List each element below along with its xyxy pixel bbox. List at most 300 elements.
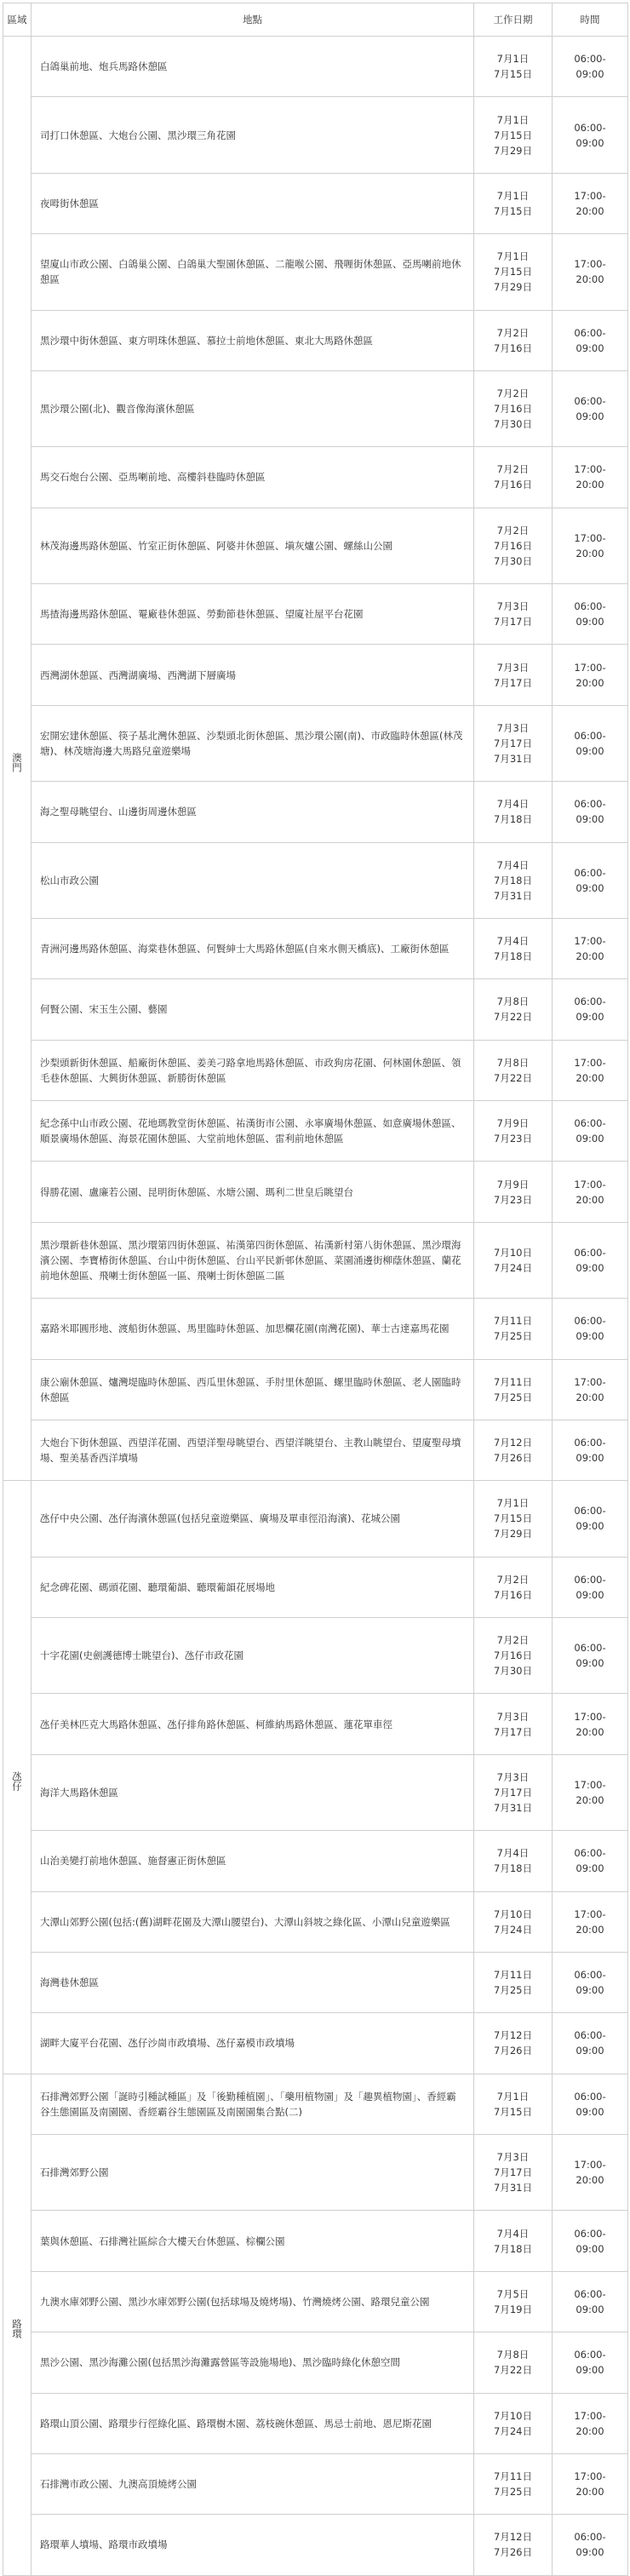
time-range: 17:00- bbox=[574, 2159, 606, 2172]
time-cell bbox=[553, 2074, 628, 2134]
work-date: 7月18日 bbox=[494, 1862, 532, 1875]
date-cell bbox=[474, 370, 553, 446]
work-date: 7月15日 bbox=[494, 2105, 532, 2118]
table-row bbox=[3, 1952, 628, 2012]
date-cell bbox=[474, 2074, 553, 2134]
time-cell bbox=[553, 1831, 628, 1891]
table-row bbox=[3, 2515, 628, 2575]
date-cell bbox=[474, 705, 553, 781]
table-row bbox=[3, 1101, 628, 1162]
time-cell bbox=[553, 2271, 628, 2332]
work-date: 7月25日 bbox=[494, 1330, 532, 1343]
work-date: 7月5日 bbox=[496, 2287, 530, 2300]
table-row bbox=[3, 1420, 628, 1480]
table-row bbox=[3, 584, 628, 645]
time-cell bbox=[553, 1162, 628, 1222]
table-row bbox=[3, 842, 628, 918]
work-date: 7月29日 bbox=[494, 1528, 532, 1540]
location-cell: 葉與休憩區、石排灣社區綜合大樓天台休憩區、棕欄公園 bbox=[32, 2211, 474, 2271]
work-date: 7月17日 bbox=[494, 1725, 532, 1738]
date-cell bbox=[474, 1040, 553, 1100]
work-date: 7月22日 bbox=[494, 2364, 532, 2377]
time-cell bbox=[553, 2515, 628, 2575]
table-row bbox=[3, 705, 628, 781]
time-range: 17:00- bbox=[574, 189, 606, 202]
schedule-table bbox=[3, 3, 628, 2576]
time-range: 09:00 bbox=[576, 68, 604, 81]
date-cell bbox=[474, 2332, 553, 2393]
date-cell bbox=[474, 1557, 553, 1617]
time-range: 17:00- bbox=[574, 1778, 606, 1791]
time-cell bbox=[553, 918, 628, 978]
time-range: 09:00 bbox=[576, 2045, 604, 2057]
time-range: 06:00- bbox=[574, 2531, 606, 2544]
time-cell bbox=[553, 508, 628, 583]
work-date: 7月10日 bbox=[494, 1908, 532, 1920]
table-row bbox=[3, 1162, 628, 1222]
schedule-body bbox=[3, 37, 628, 2576]
time-range: 20:00 bbox=[576, 1793, 604, 1806]
time-cell bbox=[553, 1694, 628, 1754]
time-cell bbox=[553, 2211, 628, 2271]
time-cell bbox=[553, 370, 628, 446]
region-name: 澳門 bbox=[3, 37, 32, 1481]
date-cell bbox=[474, 2211, 553, 2271]
time-range: 06:00- bbox=[574, 121, 606, 134]
date-cell bbox=[474, 310, 553, 370]
time-range: 20:00 bbox=[576, 2174, 604, 2187]
time-range: 09:00 bbox=[576, 410, 604, 423]
work-date: 7月18日 bbox=[494, 950, 532, 963]
header-row bbox=[3, 3, 628, 37]
time-cell bbox=[553, 234, 628, 310]
time-range: 06:00- bbox=[574, 729, 606, 742]
time-range: 09:00 bbox=[576, 1862, 604, 1875]
time-cell bbox=[553, 842, 628, 918]
time-cell bbox=[553, 310, 628, 370]
work-date: 7月26日 bbox=[494, 1452, 532, 1465]
time-range: 17:00- bbox=[574, 661, 606, 674]
time-cell bbox=[553, 1754, 628, 1830]
table-row bbox=[3, 2211, 628, 2271]
work-date: 7月8日 bbox=[496, 1056, 530, 1069]
time-range: 20:00 bbox=[576, 1071, 604, 1084]
table-row bbox=[3, 782, 628, 842]
time-range: 17:00- bbox=[574, 2409, 606, 2422]
time-cell bbox=[553, 97, 628, 173]
time-range: 17:00- bbox=[574, 935, 606, 948]
location-cell: 海之聖母眺望台、山邊街周邊休憩區 bbox=[32, 782, 474, 842]
time-cell bbox=[553, 1040, 628, 1100]
location-cell: 黑沙公園、黑沙海灘公園(包括黑沙海灘露營區等設施場地)、黑沙臨時綠化休憩空間 bbox=[32, 2332, 474, 2393]
time-range: 09:00 bbox=[576, 616, 604, 628]
time-range: 06:00- bbox=[574, 1573, 606, 1586]
location-cell: 黑沙環新巷休憩區、黑沙環第四街休憩區、祐漢第四街休憩區、祐漢新村第八街休憩區、黑沙環海濱公園、李寶椿街休憩區、台山中街休憩區、台山平民新邨休憩區、菜園涌邊街柳蔭休憩區、蘭花前地休憩區、飛喇士街休憩區一區、飛喇士街休憩區二區 bbox=[32, 1222, 474, 1298]
date-cell bbox=[474, 2271, 553, 2332]
table-row bbox=[3, 918, 628, 978]
time-range: 09:00 bbox=[576, 881, 604, 894]
date-cell bbox=[474, 1481, 553, 1557]
location-cell: 九澳水庫郊野公園、黑沙水庫郊野公園(包括球場及燒烤場)、竹灣燒烤公園、路環兒童公園 bbox=[32, 2271, 474, 2332]
date-cell bbox=[474, 1952, 553, 2012]
location-cell: 湖畔大廈平台花園、氹仔沙崗市政墳場、氹仔嘉模市政墳場 bbox=[32, 2013, 474, 2074]
work-date: 7月31日 bbox=[494, 889, 532, 902]
work-date: 7月17日 bbox=[494, 1786, 532, 1799]
time-range: 20:00 bbox=[576, 1923, 604, 1936]
location-cell: 石排灣市政公園、九澳高頂燒烤公園 bbox=[32, 2453, 474, 2514]
work-date: 7月17日 bbox=[494, 737, 532, 749]
location-cell: 沙梨頭新街休憩區、船廠街休憩區、姜美刁路拿地馬路休憩區、市政狗房花園、何林園休憩區、領毛巷休憩區、大興街休憩區、新勝街休憩區 bbox=[32, 1040, 474, 1100]
time-range: 17:00- bbox=[574, 463, 606, 476]
work-date: 7月18日 bbox=[494, 813, 532, 826]
time-cell bbox=[553, 1222, 628, 1298]
table-row bbox=[3, 1040, 628, 1100]
table-row bbox=[3, 508, 628, 583]
time-range: 06:00- bbox=[574, 2287, 606, 2300]
location-cell: 大潭山郊野公園(包括:(舊)湖畔花園及大潭山腰望台)、大潭山斜坡之綠化區、小潭山兒童遊樂區 bbox=[32, 1891, 474, 1952]
time-range: 17:00- bbox=[574, 531, 606, 544]
date-cell bbox=[474, 918, 553, 978]
work-date: 7月12日 bbox=[494, 2531, 532, 2544]
time-range: 17:00- bbox=[574, 1178, 606, 1190]
work-date: 7月8日 bbox=[496, 2349, 530, 2361]
time-range: 20:00 bbox=[576, 2486, 604, 2499]
date-cell bbox=[474, 97, 553, 173]
time-range: 06:00- bbox=[574, 798, 606, 811]
table-row bbox=[3, 1299, 628, 1359]
time-range: 06:00- bbox=[574, 1847, 606, 1860]
work-date: 7月11日 bbox=[494, 1969, 532, 1982]
time-cell bbox=[553, 782, 628, 842]
work-date: 7月15日 bbox=[494, 204, 532, 217]
time-range: 06:00- bbox=[574, 2227, 606, 2240]
time-cell bbox=[553, 705, 628, 781]
work-date: 7月17日 bbox=[494, 616, 532, 628]
location-cell: 望廈山市政公園、白鴿巢公園、白鴿巢大聖園休憩區、二龍喉公園、飛喱街休憩區、亞馬喇前地休憩區 bbox=[32, 234, 474, 310]
time-range: 06:00- bbox=[574, 1969, 606, 1982]
work-date: 7月2日 bbox=[496, 463, 530, 476]
header-date: 工作日期 bbox=[474, 3, 553, 37]
work-date: 7月25日 bbox=[494, 1984, 532, 1997]
work-date: 7月12日 bbox=[494, 2029, 532, 2042]
time-range: 06:00- bbox=[574, 995, 606, 1008]
region-name: 氹仔 bbox=[3, 1481, 32, 2074]
work-date: 7月3日 bbox=[496, 721, 530, 734]
location-cell: 紀念孫中山市政公園、花地瑪教堂街休憩區、祐漢街市公園、永寧廣場休憩區、如意廣場休憩區、順景廣場休憩區、海景花園休憩區、大堂前地休憩區、雷利前地休憩區 bbox=[32, 1101, 474, 1162]
work-date: 7月1日 bbox=[496, 113, 530, 126]
time-range: 06:00- bbox=[574, 1315, 606, 1328]
table-row bbox=[3, 1359, 628, 1420]
work-date: 7月16日 bbox=[494, 1588, 532, 1601]
work-date: 7月22日 bbox=[494, 1011, 532, 1024]
work-date: 7月17日 bbox=[494, 2166, 532, 2179]
time-range: 17:00- bbox=[574, 1710, 606, 1723]
table-row bbox=[3, 37, 628, 97]
date-cell bbox=[474, 979, 553, 1040]
work-date: 7月4日 bbox=[496, 2227, 530, 2240]
time-range: 17:00- bbox=[574, 1908, 606, 1920]
work-date: 7月15日 bbox=[494, 266, 532, 278]
work-date: 7月17日 bbox=[494, 676, 532, 689]
work-date: 7月23日 bbox=[494, 1193, 532, 1206]
work-date: 7月22日 bbox=[494, 1071, 532, 1084]
time-range: 09:00 bbox=[576, 744, 604, 757]
time-range: 09:00 bbox=[576, 1657, 604, 1670]
time-cell bbox=[553, 37, 628, 97]
time-cell bbox=[553, 1481, 628, 1557]
time-range: 06:00- bbox=[574, 1505, 606, 1517]
date-cell bbox=[474, 842, 553, 918]
work-date: 7月29日 bbox=[494, 144, 532, 157]
table-row bbox=[3, 2074, 628, 2134]
time-range: 20:00 bbox=[576, 547, 604, 559]
work-date: 7月16日 bbox=[494, 403, 532, 416]
location-cell: 得勝花園、盧廉若公園、昆明街休憩區、水塘公園、瑪利二世皇后眺望台 bbox=[32, 1162, 474, 1222]
date-cell bbox=[474, 1420, 553, 1480]
time-cell bbox=[553, 584, 628, 645]
location-cell: 黑沙環中街休憩區、東方明珠休憩區、慕拉士前地休憩區、東北大馬路休憩區 bbox=[32, 310, 474, 370]
time-range: 06:00- bbox=[574, 866, 606, 879]
work-date: 7月3日 bbox=[496, 1770, 530, 1783]
location-cell: 石排灣郊野公園 bbox=[32, 2135, 474, 2211]
time-cell bbox=[553, 1557, 628, 1617]
table-row bbox=[3, 370, 628, 446]
date-cell bbox=[474, 584, 553, 645]
work-date: 7月10日 bbox=[494, 1246, 532, 1259]
location-cell: 山治美變打前地休憩區、施督憲正街休憩區 bbox=[32, 1831, 474, 1891]
time-range: 06:00- bbox=[574, 1246, 606, 1259]
date-cell bbox=[474, 782, 553, 842]
header-time: 時間 bbox=[553, 3, 628, 37]
time-range: 09:00 bbox=[576, 813, 604, 826]
table-row bbox=[3, 1481, 628, 1557]
time-range: 09:00 bbox=[576, 341, 604, 354]
time-range: 17:00- bbox=[574, 1375, 606, 1388]
work-date: 7月1日 bbox=[496, 2090, 530, 2103]
date-cell bbox=[474, 645, 553, 705]
work-date: 7月31日 bbox=[494, 2182, 532, 2194]
work-date: 7月2日 bbox=[496, 326, 530, 339]
table-row bbox=[3, 645, 628, 705]
work-date: 7月16日 bbox=[494, 539, 532, 552]
table-row bbox=[3, 310, 628, 370]
work-date: 7月3日 bbox=[496, 2151, 530, 2164]
location-cell: 石排灣郊野公園「誕時引種試種區」及「後勤種植園」、「藥用植物園」及「趣異植物園」、香經霸谷生態園區及南園園、香經霸谷生態園區及南園園集合點(二) bbox=[32, 2074, 474, 2134]
work-date: 7月26日 bbox=[494, 2546, 532, 2559]
work-date: 7月19日 bbox=[494, 2303, 532, 2315]
time-range: 20:00 bbox=[576, 1725, 604, 1738]
location-cell: 氹仔中央公園、氹仔海濱休憩區(包括兒童遊樂區、廣場及單車徑沿海濱)、花城公園 bbox=[32, 1481, 474, 1557]
date-cell bbox=[474, 2453, 553, 2514]
work-date: 7月16日 bbox=[494, 1649, 532, 1662]
location-cell: 氹仔美林匹克大馬路休憩區、氹仔排角路休憩區、柯維納馬路休憩區、蓮花單車徑 bbox=[32, 1694, 474, 1754]
time-range: 06:00- bbox=[574, 1437, 606, 1449]
time-range: 09:00 bbox=[576, 1330, 604, 1343]
time-cell bbox=[553, 1891, 628, 1952]
time-range: 17:00- bbox=[574, 258, 606, 271]
work-date: 7月10日 bbox=[494, 2409, 532, 2422]
table-row bbox=[3, 1694, 628, 1754]
table-row bbox=[3, 2332, 628, 2393]
date-cell bbox=[474, 1831, 553, 1891]
time-range: 20:00 bbox=[576, 950, 604, 963]
work-date: 7月2日 bbox=[496, 524, 530, 536]
table-row bbox=[3, 1222, 628, 1298]
time-cell bbox=[553, 1952, 628, 2012]
time-cell bbox=[553, 1299, 628, 1359]
time-range: 09:00 bbox=[576, 1520, 604, 1533]
time-range: 06:00- bbox=[574, 53, 606, 66]
work-date: 7月16日 bbox=[494, 479, 532, 491]
time-cell bbox=[553, 2013, 628, 2074]
location-cell: 宏開宏建休憩區、筷子基北灣休憩區、沙梨頭北街休憩區、黑沙環公園(南)、市政臨時休憩區(林茂塘)、林茂塘海邊大馬路兒童遊樂場 bbox=[32, 705, 474, 781]
table-row bbox=[3, 2393, 628, 2453]
work-date: 7月29日 bbox=[494, 281, 532, 294]
work-date: 7月31日 bbox=[494, 752, 532, 765]
time-cell bbox=[553, 2453, 628, 2514]
work-date: 7月4日 bbox=[496, 935, 530, 948]
work-date: 7月15日 bbox=[494, 1512, 532, 1525]
location-cell: 西灣湖休憩區、西灣湖廣場、西灣湖下層廣場 bbox=[32, 645, 474, 705]
time-cell bbox=[553, 173, 628, 233]
work-date: 7月30日 bbox=[494, 1665, 532, 1678]
work-date: 7月3日 bbox=[496, 661, 530, 674]
work-date: 7月30日 bbox=[494, 554, 532, 567]
table-row bbox=[3, 173, 628, 233]
time-cell bbox=[553, 645, 628, 705]
location-cell: 嘉路米耶圓形地、渡船街休憩區、馬里臨時休憩區、加思欄花園(南灣花園)、華士古達嘉馬花園 bbox=[32, 1299, 474, 1359]
time-range: 09:00 bbox=[576, 1261, 604, 1274]
location-cell: 康公廟休憩區、爐灣堤臨時休憩區、西瓜里休憩區、手肘里休憩區、螺里臨時休憩區、老人園臨時休憩區 bbox=[32, 1359, 474, 1420]
work-date: 7月9日 bbox=[496, 1178, 530, 1190]
table-row bbox=[3, 1891, 628, 1952]
work-date: 7月25日 bbox=[494, 2486, 532, 2499]
location-cell: 路環山頂公園、路環步行徑綠化區、路環樹木園、荔枝碗休憩區、馬忌士前地、恩尼斯花園 bbox=[32, 2393, 474, 2453]
time-range: 06:00- bbox=[574, 395, 606, 408]
table-row bbox=[3, 97, 628, 173]
work-date: 7月3日 bbox=[496, 600, 530, 613]
work-date: 7月3日 bbox=[496, 1710, 530, 1723]
location-cell: 何賢公園、宋玉生公園、藝園 bbox=[32, 979, 474, 1040]
table-row bbox=[3, 2453, 628, 2514]
date-cell bbox=[474, 1694, 553, 1754]
time-range: 06:00- bbox=[574, 2029, 606, 2042]
table-row bbox=[3, 1557, 628, 1617]
time-range: 09:00 bbox=[576, 2105, 604, 2118]
work-date: 7月2日 bbox=[496, 1634, 530, 1647]
time-cell bbox=[553, 1101, 628, 1162]
table-row bbox=[3, 979, 628, 1040]
location-cell: 馬揸海邊馬路休憩區、罨廠巷休憩區、勞動節巷休憩區、望廈社屋平台花園 bbox=[32, 584, 474, 645]
work-date: 7月11日 bbox=[494, 1315, 532, 1328]
time-range: 20:00 bbox=[576, 676, 604, 689]
work-date: 7月24日 bbox=[494, 1923, 532, 1936]
location-cell: 路環華人墳場、路環市政墳場 bbox=[32, 2515, 474, 2575]
date-cell bbox=[474, 1299, 553, 1359]
work-date: 7月4日 bbox=[496, 798, 530, 811]
date-cell bbox=[474, 447, 553, 508]
date-cell bbox=[474, 234, 553, 310]
work-date: 7月30日 bbox=[494, 418, 532, 431]
date-cell bbox=[474, 1222, 553, 1298]
location-cell: 松山市政公園 bbox=[32, 842, 474, 918]
location-cell: 馬交石炮台公園、亞馬喇前地、高樓斜巷臨時休憩區 bbox=[32, 447, 474, 508]
work-date: 7月4日 bbox=[496, 858, 530, 871]
location-cell: 十字花園(史劍護德博士眺望台)、氹仔市政花園 bbox=[32, 1618, 474, 1694]
location-cell: 紀念碑花園、碼頭花園、聽環葡韻、聽環葡韻花展場地 bbox=[32, 1557, 474, 1617]
time-range: 20:00 bbox=[576, 1391, 604, 1403]
work-date: 7月1日 bbox=[496, 250, 530, 263]
date-cell bbox=[474, 2515, 553, 2575]
location-cell: 青洲河邊馬路休憩區、海棠巷休憩區、何賢紳士大馬路休憩區(自來水側天橋底)、工廠街休憩區 bbox=[32, 918, 474, 978]
work-date: 7月16日 bbox=[494, 341, 532, 354]
time-range: 20:00 bbox=[576, 1193, 604, 1206]
time-range: 09:00 bbox=[576, 2303, 604, 2315]
time-range: 06:00- bbox=[574, 1117, 606, 1130]
time-range: 17:00- bbox=[574, 2470, 606, 2483]
location-cell: 司打口休憩區、大炮台公園、黑沙環三角花園 bbox=[32, 97, 474, 173]
date-cell bbox=[474, 508, 553, 583]
time-range: 20:00 bbox=[576, 273, 604, 286]
work-date: 7月23日 bbox=[494, 1133, 532, 1145]
time-range: 06:00- bbox=[574, 326, 606, 339]
time-cell bbox=[553, 979, 628, 1040]
time-cell bbox=[553, 1420, 628, 1480]
time-range: 06:00- bbox=[574, 2349, 606, 2361]
location-cell: 大炮台下街休憩區、西望洋花園、西望洋聖母眺望台、西望洋眺望台、主教山眺望台、望廈聖母墳場、聖美基香西洋墳場 bbox=[32, 1420, 474, 1480]
time-cell bbox=[553, 2393, 628, 2453]
time-range: 20:00 bbox=[576, 479, 604, 491]
time-range: 20:00 bbox=[576, 2424, 604, 2437]
date-cell bbox=[474, 37, 553, 97]
work-date: 7月2日 bbox=[496, 1573, 530, 1586]
time-range: 09:00 bbox=[576, 1984, 604, 1997]
location-cell: 林茂海邊馬路休憩區、竹室正街休憩區、阿婆井休憩區、塡灰爐公園、螺絲山公園 bbox=[32, 508, 474, 583]
time-range: 20:00 bbox=[576, 204, 604, 217]
date-cell bbox=[474, 1162, 553, 1222]
time-range: 09:00 bbox=[576, 1011, 604, 1024]
date-cell bbox=[474, 2393, 553, 2453]
work-date: 7月1日 bbox=[496, 53, 530, 66]
location-cell: 夜呣街休憩區 bbox=[32, 173, 474, 233]
table-row bbox=[3, 1831, 628, 1891]
work-date: 7月8日 bbox=[496, 995, 530, 1008]
time-range: 06:00- bbox=[574, 1642, 606, 1655]
work-date: 7月26日 bbox=[494, 2045, 532, 2057]
date-cell bbox=[474, 2135, 553, 2211]
time-range: 09:00 bbox=[576, 1452, 604, 1465]
work-date: 7月15日 bbox=[494, 68, 532, 81]
work-date: 7月1日 bbox=[496, 189, 530, 202]
work-date: 7月2日 bbox=[496, 387, 530, 400]
work-date: 7月18日 bbox=[494, 874, 532, 886]
time-range: 09:00 bbox=[576, 136, 604, 149]
region-name: 路環 bbox=[3, 2074, 32, 2575]
time-range: 09:00 bbox=[576, 2364, 604, 2377]
location-cell: 黑沙環公園(北)、觀音像海濱休憩區 bbox=[32, 370, 474, 446]
time-cell bbox=[553, 2332, 628, 2393]
table-row bbox=[3, 2135, 628, 2211]
header-area: 區域 bbox=[3, 3, 32, 37]
table-row bbox=[3, 447, 628, 508]
table-row bbox=[3, 2271, 628, 2332]
time-cell bbox=[553, 2135, 628, 2211]
time-range: 09:00 bbox=[576, 1588, 604, 1601]
time-range: 06:00- bbox=[574, 2090, 606, 2103]
work-date: 7月9日 bbox=[496, 1117, 530, 1130]
time-range: 09:00 bbox=[576, 1133, 604, 1145]
time-cell bbox=[553, 447, 628, 508]
